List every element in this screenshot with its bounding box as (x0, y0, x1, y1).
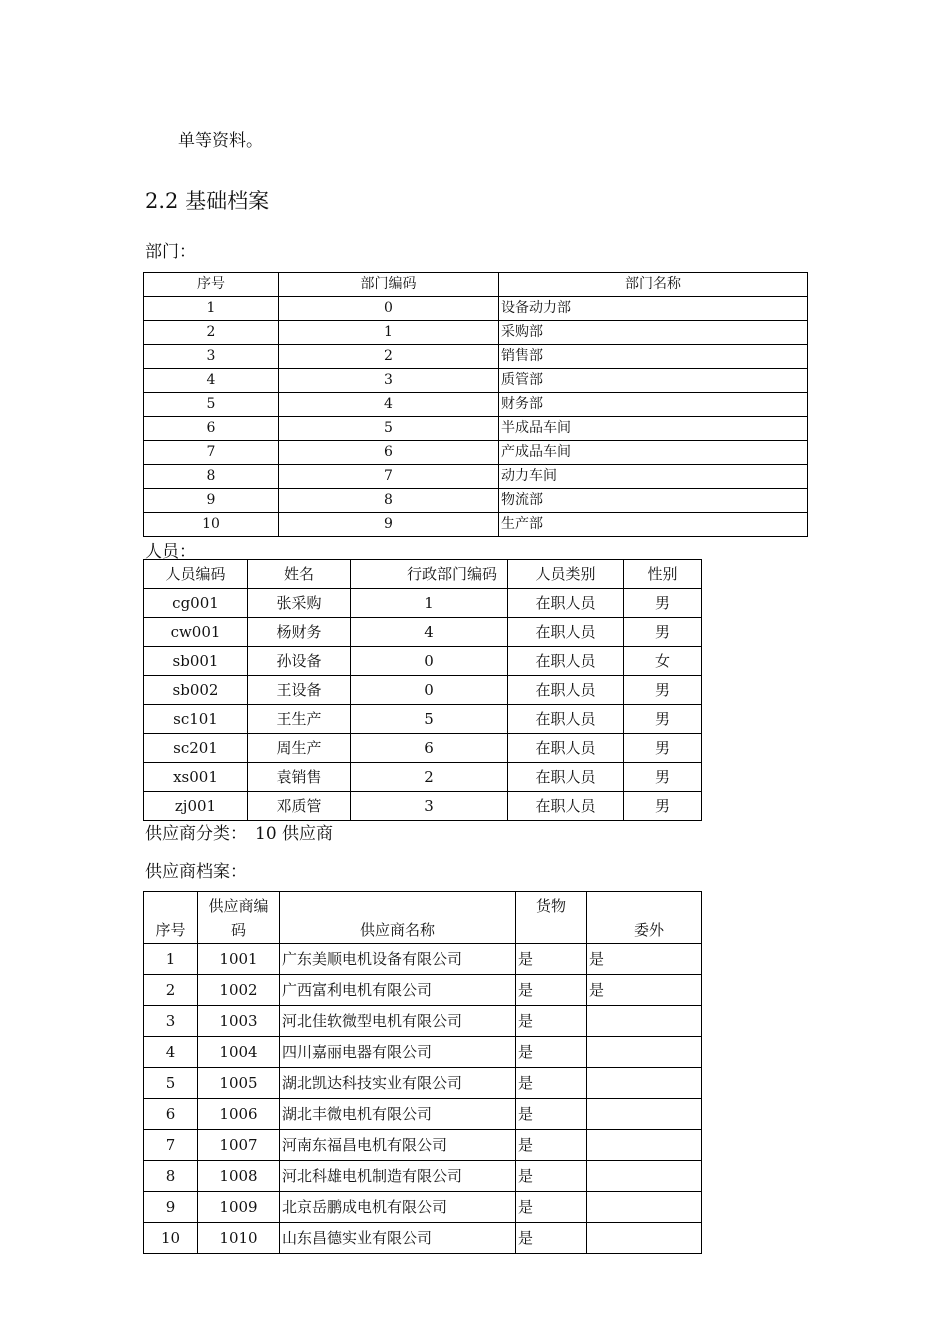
staff-name: 王设备 (248, 676, 351, 705)
table-row (144, 1037, 702, 1068)
staff-name: 邓质管 (248, 792, 351, 821)
department-code: 1 (279, 321, 499, 345)
supplier-goods: 是 (516, 1068, 587, 1099)
department-header-cell: 部门名称 (499, 273, 808, 297)
staff-category: 在职人员 (508, 705, 624, 734)
staff-category: 在职人员 (508, 618, 624, 647)
supplier-header-code: 供应商编 码 (198, 892, 280, 944)
supplier-code: 1008 (198, 1161, 280, 1192)
staff-gender: 男 (624, 676, 702, 705)
table-row (144, 441, 808, 465)
table-row (144, 345, 808, 369)
table-row (144, 1223, 702, 1254)
staff-code: xs001 (144, 763, 248, 792)
supplier-code: 1003 (198, 1006, 280, 1037)
staff-dept-code: 4 (351, 618, 508, 647)
supplier-class-line (145, 819, 333, 844)
staff-gender: 男 (624, 792, 702, 821)
staff-header-row (144, 560, 702, 589)
department-code: 3 (279, 369, 499, 393)
staff-gender: 男 (624, 705, 702, 734)
staff-label: 人员： (145, 542, 196, 562)
supplier-seq: 7 (144, 1130, 198, 1161)
staff-header-cell: 性别 (624, 560, 702, 589)
department-name: 动力车间 (499, 465, 808, 489)
staff-gender: 男 (624, 589, 702, 618)
staff-category: 在职人员 (508, 589, 624, 618)
department-name: 生产部 (499, 513, 808, 537)
table-row (144, 1161, 702, 1192)
supplier-name: 河北科雄电机制造有限公司 (280, 1161, 516, 1192)
department-code: 9 (279, 513, 499, 537)
department-header-cell: 序号 (144, 273, 279, 297)
supplier-name: 山东昌德实业有限公司 (280, 1223, 516, 1254)
department-name: 产成品车间 (499, 441, 808, 465)
supplier-seq: 3 (144, 1006, 198, 1037)
table-row (144, 763, 702, 792)
table-row (144, 1099, 702, 1130)
supplier-outsource (587, 1223, 702, 1254)
department-seq: 9 (144, 489, 279, 513)
staff-dept-code: 0 (351, 647, 508, 676)
department-code: 5 (279, 417, 499, 441)
staff-category: 在职人员 (508, 763, 624, 792)
supplier-goods: 是 (516, 1099, 587, 1130)
section-title: 2.2 基础档案 (145, 189, 270, 213)
supplier-code: 1007 (198, 1130, 280, 1161)
staff-code: sc201 (144, 734, 248, 763)
supplier-class-label: 供应商分类： (145, 824, 247, 844)
staff-header-cell: 行政部门编码 (351, 560, 508, 589)
staff-dept-code: 1 (351, 589, 508, 618)
departments-header-row (144, 273, 808, 297)
supplier-outsource (587, 1037, 702, 1068)
staff-dept-code: 6 (351, 734, 508, 763)
departments-label: 部门： (145, 242, 196, 262)
supplier-header-seq: 序号 (144, 892, 198, 944)
department-seq: 3 (144, 345, 279, 369)
department-code: 4 (279, 393, 499, 417)
supplier-goods: 是 (516, 944, 587, 975)
staff-dept-code: 3 (351, 792, 508, 821)
staff-code: cg001 (144, 589, 248, 618)
supplier-seq: 10 (144, 1223, 198, 1254)
staff-gender: 男 (624, 763, 702, 792)
department-name: 采购部 (499, 321, 808, 345)
staff-gender: 男 (624, 734, 702, 763)
table-row (144, 1130, 702, 1161)
supplier-goods: 是 (516, 1161, 587, 1192)
department-seq: 8 (144, 465, 279, 489)
supplier-goods: 是 (516, 1037, 587, 1068)
table-row (144, 321, 808, 345)
supplier-outsource (587, 1161, 702, 1192)
supplier-name: 湖北丰微电机有限公司 (280, 1099, 516, 1130)
supplier-name: 广西富利电机有限公司 (280, 975, 516, 1006)
staff-gender: 女 (624, 647, 702, 676)
staff-table (143, 559, 702, 821)
supplier-code: 1009 (198, 1192, 280, 1223)
supplier-goods: 是 (516, 1192, 587, 1223)
staff-name: 张采购 (248, 589, 351, 618)
supplier-code: 1005 (198, 1068, 280, 1099)
staff-name: 孙设备 (248, 647, 351, 676)
department-name: 设备动力部 (499, 297, 808, 321)
staff-code: sb001 (144, 647, 248, 676)
staff-code: zj001 (144, 792, 248, 821)
table-row (144, 618, 702, 647)
table-row (144, 792, 702, 821)
staff-category: 在职人员 (508, 734, 624, 763)
staff-gender: 男 (624, 618, 702, 647)
department-header-cell: 部门编码 (279, 273, 499, 297)
department-name: 销售部 (499, 345, 808, 369)
staff-category: 在职人员 (508, 676, 624, 705)
supplier-outsource (587, 1192, 702, 1223)
department-name: 财务部 (499, 393, 808, 417)
supplier-seq: 5 (144, 1068, 198, 1099)
department-seq: 5 (144, 393, 279, 417)
supplier-code: 1001 (198, 944, 280, 975)
table-row (144, 1006, 702, 1037)
supplier-code: 1006 (198, 1099, 280, 1130)
table-row (144, 589, 702, 618)
suppliers-header-row (144, 892, 702, 944)
table-row (144, 417, 808, 441)
supplier-goods: 是 (516, 1223, 587, 1254)
table-row (144, 944, 702, 975)
supplier-seq: 2 (144, 975, 198, 1006)
supplier-outsource (587, 1006, 702, 1037)
staff-name: 周生产 (248, 734, 351, 763)
table-row (144, 647, 702, 676)
table-row (144, 465, 808, 489)
supplier-code: 1010 (198, 1223, 280, 1254)
table-row (144, 1068, 702, 1099)
departments-table (143, 272, 808, 537)
supplier-header-outsource: 委外 (587, 892, 702, 944)
staff-dept-code: 0 (351, 676, 508, 705)
table-row (144, 369, 808, 393)
intro-text: 单等资料。 (178, 131, 263, 151)
department-seq: 6 (144, 417, 279, 441)
department-code: 2 (279, 345, 499, 369)
staff-dept-code: 5 (351, 705, 508, 734)
department-code: 7 (279, 465, 499, 489)
table-row (144, 676, 702, 705)
table-row (144, 489, 808, 513)
staff-header-cell: 人员类别 (508, 560, 624, 589)
suppliers-table (143, 891, 702, 1254)
supplier-name: 河北佳软微型电机有限公司 (280, 1006, 516, 1037)
department-seq: 10 (144, 513, 279, 537)
supplier-seq: 9 (144, 1192, 198, 1223)
supplier-code: 1004 (198, 1037, 280, 1068)
staff-category: 在职人员 (508, 792, 624, 821)
supplier-outsource: 是 (587, 944, 702, 975)
table-row (144, 705, 702, 734)
department-seq: 2 (144, 321, 279, 345)
department-name: 半成品车间 (499, 417, 808, 441)
supplier-header-goods: 货物 (516, 892, 587, 944)
staff-code: sb002 (144, 676, 248, 705)
staff-header-cell: 姓名 (248, 560, 351, 589)
supplier-outsource (587, 1130, 702, 1161)
supplier-class-value: 10 供应商 (255, 824, 334, 844)
supplier-name: 广东美顺电机设备有限公司 (280, 944, 516, 975)
supplier-name: 湖北凯达科技实业有限公司 (280, 1068, 516, 1099)
department-code: 0 (279, 297, 499, 321)
staff-code: sc101 (144, 705, 248, 734)
department-seq: 1 (144, 297, 279, 321)
staff-dept-code: 2 (351, 763, 508, 792)
table-row (144, 975, 702, 1006)
supplier-seq: 6 (144, 1099, 198, 1130)
supplier-name: 北京岳鹏成电机有限公司 (280, 1192, 516, 1223)
supplier-seq: 1 (144, 944, 198, 975)
supplier-outsource (587, 1099, 702, 1130)
staff-header-cell: 人员编码 (144, 560, 248, 589)
staff-name: 袁销售 (248, 763, 351, 792)
supplier-goods: 是 (516, 975, 587, 1006)
supplier-seq: 4 (144, 1037, 198, 1068)
supplier-outsource (587, 1068, 702, 1099)
supplier-name: 河南东福昌电机有限公司 (280, 1130, 516, 1161)
supplier-outsource: 是 (587, 975, 702, 1006)
staff-name: 王生产 (248, 705, 351, 734)
department-name: 物流部 (499, 489, 808, 513)
supplier-goods: 是 (516, 1130, 587, 1161)
suppliers-label: 供应商档案： (145, 862, 247, 882)
table-row (144, 393, 808, 417)
supplier-code: 1002 (198, 975, 280, 1006)
staff-name: 杨财务 (248, 618, 351, 647)
table-row (144, 297, 808, 321)
department-seq: 4 (144, 369, 279, 393)
staff-category: 在职人员 (508, 647, 624, 676)
supplier-seq: 8 (144, 1161, 198, 1192)
department-name: 质管部 (499, 369, 808, 393)
supplier-goods: 是 (516, 1006, 587, 1037)
table-row (144, 1192, 702, 1223)
department-code: 6 (279, 441, 499, 465)
staff-code: cw001 (144, 618, 248, 647)
supplier-header-name: 供应商名称 (280, 892, 516, 944)
table-row (144, 513, 808, 537)
table-row (144, 734, 702, 763)
department-seq: 7 (144, 441, 279, 465)
department-code: 8 (279, 489, 499, 513)
supplier-name: 四川嘉丽电器有限公司 (280, 1037, 516, 1068)
